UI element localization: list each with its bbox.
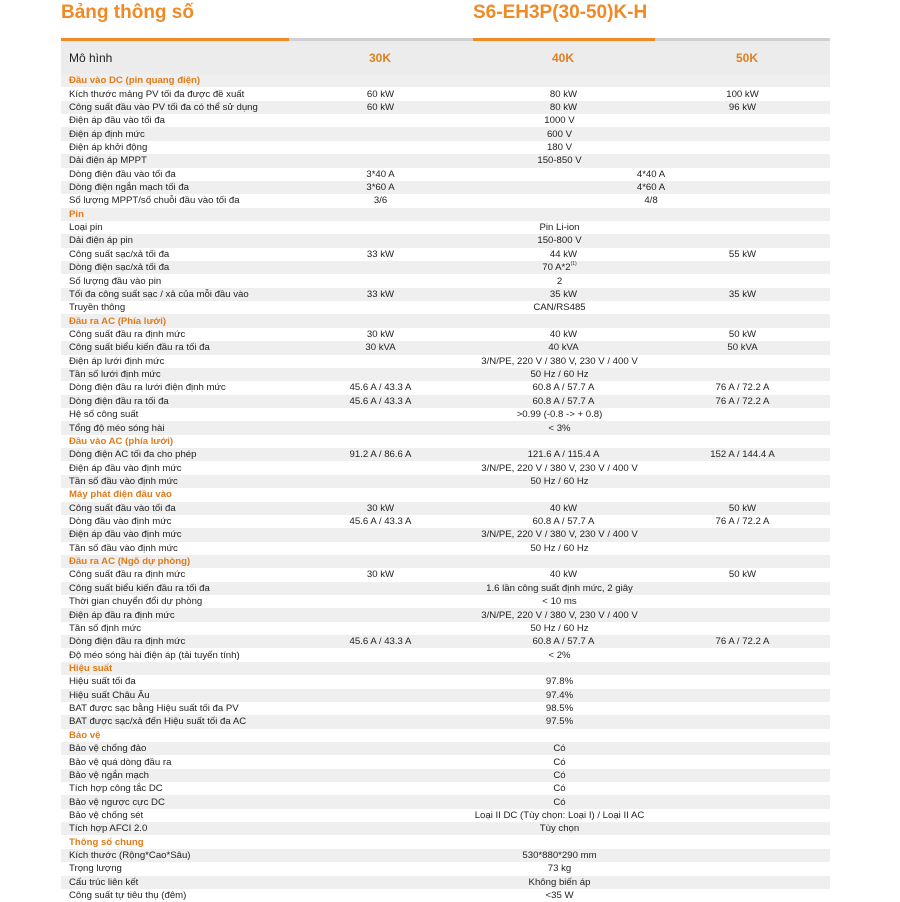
spec-label: Bảo vệ ngắn mạch xyxy=(61,769,289,782)
spec-value: 91.2 A / 86.6 A xyxy=(289,448,472,461)
spec-value-text: 50 Hz / 60 Hz xyxy=(530,475,589,487)
spec-value-text: < 3% xyxy=(548,422,571,434)
spec-value-all xyxy=(289,595,830,608)
footnote-marker: (1) xyxy=(570,261,577,268)
spec-row xyxy=(61,248,830,261)
spec-row xyxy=(61,689,830,702)
spec-value-text: Loại II DC (Tùy chọn: Loại I) / Loại II AC xyxy=(474,809,645,821)
spec-value: 40 kW xyxy=(472,502,655,515)
page-title: Bảng thông số xyxy=(61,2,194,23)
spec-label: Dòng điện đầu ra tối đa xyxy=(61,395,289,408)
spec-label: Dòng điện đầu ra định mức xyxy=(61,635,289,648)
spec-value-all xyxy=(289,421,830,434)
spec-value-text: 3/N/PE, 220 V / 380 V, 230 V / 400 V xyxy=(481,529,638,541)
spec-value-text: 180 V xyxy=(546,141,573,153)
spec-value-text: 150-850 V xyxy=(537,155,582,167)
section-header xyxy=(61,208,830,221)
spec-value-text: 97.4% xyxy=(545,689,574,701)
spec-value: 44 kW xyxy=(472,248,655,261)
spec-label: Hiệu suất Châu Âu xyxy=(61,689,289,702)
spec-value-all xyxy=(289,141,830,154)
model-50k: 50K xyxy=(735,51,759,65)
spec-value-all xyxy=(289,702,830,715)
spec-value-span: 4*40 A xyxy=(472,168,830,181)
section-title: Thông số chung xyxy=(61,835,830,848)
spec-value-text: Có xyxy=(553,756,566,768)
spec-label: Công suất sạc/xả tối đa xyxy=(61,248,289,261)
spec-value: 50 kW xyxy=(655,568,830,581)
spec-row xyxy=(61,622,830,635)
spec-value-all xyxy=(289,608,830,621)
spec-row xyxy=(61,261,830,274)
spec-value: 60.8 A / 57.7 A xyxy=(472,395,655,408)
spec-value-all xyxy=(289,154,830,167)
spec-label: Tần số lưới định mức xyxy=(61,368,289,381)
spec-row xyxy=(61,221,830,234)
spec-label: Kích thước (Rộng*Cao*Sâu) xyxy=(61,849,289,862)
spec-label: Dòng điện đầu ra lưới điện định mức xyxy=(61,381,289,394)
spec-value-text: 150-800 V xyxy=(537,235,582,247)
spec-value-all xyxy=(289,528,830,541)
spec-value: 3*60 A xyxy=(289,181,472,194)
spec-value-all xyxy=(289,221,830,234)
spec-value-all xyxy=(289,849,830,862)
spec-value-all xyxy=(289,261,830,274)
spec-label: BAT được sạc/xả đến Hiệu suất tối đa AC xyxy=(61,715,289,728)
column-header xyxy=(61,41,830,74)
spec-value: 96 kW xyxy=(655,101,830,114)
section-title: Hiệu suất xyxy=(61,662,830,675)
model-label: Mô hình xyxy=(69,51,113,65)
spec-label: Điện áp lưới định mức xyxy=(61,355,289,368)
spec-row xyxy=(61,448,830,461)
spec-label: Điện áp đầu ra định mức xyxy=(61,608,289,621)
spec-row xyxy=(61,181,830,194)
spec-value-all xyxy=(289,742,830,755)
spec-value: 121.6 A / 115.4 A xyxy=(472,448,655,461)
spec-label: Bảo vệ quá dòng đầu ra xyxy=(61,755,289,768)
spec-row xyxy=(61,114,830,127)
spec-value: 45.6 A / 43.3 A xyxy=(289,635,472,648)
section-title: Đầu ra AC (Phía lưới) xyxy=(61,314,830,327)
spec-row xyxy=(61,889,830,902)
spec-row xyxy=(61,301,830,314)
spec-row xyxy=(61,141,830,154)
spec-label: Độ méo sóng hài điện áp (tải tuyến tính) xyxy=(61,648,289,661)
spec-label: Công suất đầu vào PV tối đa có thể sử dụng xyxy=(61,101,289,114)
spec-value: 80 kW xyxy=(472,101,655,114)
spec-label: Điện áp đầu vào định mức xyxy=(61,461,289,474)
spec-row xyxy=(61,608,830,621)
spec-value-all xyxy=(289,234,830,247)
spec-row xyxy=(61,755,830,768)
spec-row xyxy=(61,648,830,661)
spec-value-all xyxy=(289,368,830,381)
spec-value-text: Có xyxy=(553,769,566,781)
spec-value-text: 3/N/PE, 220 V / 380 V, 230 V / 400 V xyxy=(481,609,638,621)
spec-value-all xyxy=(289,542,830,555)
spec-value-text: Có xyxy=(553,743,566,755)
spec-value-text: 2 xyxy=(556,275,563,287)
spec-value-all xyxy=(289,795,830,808)
spec-value: 60 kW xyxy=(289,87,472,100)
spec-value: 45.6 A / 43.3 A xyxy=(289,381,472,394)
spec-value-all xyxy=(289,715,830,728)
spec-value-all xyxy=(289,355,830,368)
spec-value-all xyxy=(289,675,830,688)
spec-row xyxy=(61,234,830,247)
spec-value: 50 kW xyxy=(655,502,830,515)
spec-value-all xyxy=(289,648,830,661)
spec-value-all xyxy=(289,127,830,140)
spec-label: Tần số đầu vào định mức xyxy=(61,475,289,488)
spec-row xyxy=(61,421,830,434)
spec-label: Hệ số công suất xyxy=(61,408,289,421)
spec-row xyxy=(61,542,830,555)
section-header xyxy=(61,314,830,327)
spec-value: 30 kW xyxy=(289,502,472,515)
spec-label: Kích thước mảng PV tối đa được đề xuất xyxy=(61,87,289,100)
spec-row xyxy=(61,769,830,782)
product-model-title: S6-EH3P(30-50)K-H xyxy=(473,2,648,23)
section-title: Đầu vào DC (pin quang điện) xyxy=(61,74,830,87)
spec-value: 152 A / 144.4 A xyxy=(655,448,830,461)
spec-value: 60 kW xyxy=(289,101,472,114)
spec-value-text: Có xyxy=(553,796,566,808)
spec-label: Công suất tự tiêu thụ (đêm) xyxy=(61,889,289,902)
spec-label: Tần số định mức xyxy=(61,622,289,635)
spec-value-all xyxy=(289,689,830,702)
spec-label: Tối đa công suất sạc / xả của mỗi đầu vào xyxy=(61,288,289,301)
spec-value: 30 kW xyxy=(289,568,472,581)
spec-value: 40 kW xyxy=(472,568,655,581)
spec-value: 3/6 xyxy=(289,194,472,207)
spec-label: Điện áp định mức xyxy=(61,127,289,140)
spec-row xyxy=(61,715,830,728)
section-title: Máy phát điện đầu vào xyxy=(61,488,830,501)
spec-value-text: 1.6 lần công suất định mức, 2 giây xyxy=(486,582,633,594)
spec-label: Điện áp khởi động xyxy=(61,141,289,154)
model-30k: 30K xyxy=(368,51,392,65)
spec-label: Dòng điện đầu vào tối đa xyxy=(61,168,289,181)
spec-value: 30 kW xyxy=(289,328,472,341)
spec-value: 50 kVA xyxy=(655,341,830,354)
section-title: Đầu vào AC (phía lưới) xyxy=(61,435,830,448)
spec-label: Công suất biểu kiến đầu ra tối đa xyxy=(61,582,289,595)
spec-row xyxy=(61,461,830,474)
spec-value-text: < 10 ms xyxy=(542,596,577,608)
spec-value-text: 3/N/PE, 220 V / 380 V, 230 V / 400 V xyxy=(481,355,638,367)
spec-table xyxy=(61,74,830,902)
spec-value-all xyxy=(289,475,830,488)
spec-value-text: 600 V xyxy=(546,128,573,140)
spec-row xyxy=(61,168,830,181)
spec-label: Tích hợp công tắc DC xyxy=(61,782,289,795)
spec-row xyxy=(61,849,830,862)
spec-row xyxy=(61,194,830,207)
spec-value-all xyxy=(289,782,830,795)
spec-label: Thời gian chuyển đổi dự phòng xyxy=(61,595,289,608)
spec-row xyxy=(61,395,830,408)
spec-row xyxy=(61,515,830,528)
spec-value-text: Không biến áp xyxy=(528,876,591,888)
spec-value-all xyxy=(289,769,830,782)
spec-value-text: 1000 V xyxy=(544,115,575,127)
spec-value-text: >0.99 (-0.8 -> + 0.8) xyxy=(516,409,603,421)
spec-row xyxy=(61,635,830,648)
spec-value-all xyxy=(289,582,830,595)
spec-row xyxy=(61,568,830,581)
spec-value-text: 98.5% xyxy=(545,703,574,715)
spec-value-all xyxy=(289,822,830,835)
spec-value: 76 A / 72.2 A xyxy=(655,635,830,648)
spec-label: BAT được sạc bằng Hiệu suất tối đa PV xyxy=(61,702,289,715)
spec-row xyxy=(61,702,830,715)
spec-label: Truyền thông xyxy=(61,301,289,314)
spec-label: Công suất đầu ra định mức xyxy=(61,568,289,581)
spec-row xyxy=(61,127,830,140)
spec-value-span: 4/8 xyxy=(472,194,830,207)
spec-value-span: 4*60 A xyxy=(472,181,830,194)
spec-value: 40 kVA xyxy=(472,341,655,354)
spec-value-text: Có xyxy=(553,783,566,795)
spec-label: Hiệu suất tối đa xyxy=(61,675,289,688)
spec-row xyxy=(61,675,830,688)
spec-label: Bảo vệ chống đảo xyxy=(61,742,289,755)
spec-label: Cấu trúc liên kết xyxy=(61,876,289,889)
spec-label: Dải điện áp pin xyxy=(61,234,289,247)
spec-label: Dòng đầu vào định mức xyxy=(61,515,289,528)
spec-label: Tích hợp AFCI 2.0 xyxy=(61,822,289,835)
spec-row xyxy=(61,87,830,100)
spec-label: Trọng lượng xyxy=(61,862,289,875)
spec-row xyxy=(61,381,830,394)
section-header xyxy=(61,729,830,742)
spec-label: Điện áp đầu vào tối đa xyxy=(61,114,289,127)
spec-value: 35 kW xyxy=(472,288,655,301)
spec-value: 3*40 A xyxy=(289,168,472,181)
spec-label: Tổng độ méo sóng hài xyxy=(61,421,289,434)
spec-value: 33 kW xyxy=(289,248,472,261)
spec-label: Bảo vệ ngược cực DC xyxy=(61,795,289,808)
spec-value: 35 kW xyxy=(655,288,830,301)
spec-value-text: <35 W xyxy=(545,890,574,902)
spec-label: Tần số đầu vào định mức xyxy=(61,542,289,555)
spec-row xyxy=(61,782,830,795)
spec-value: 50 kW xyxy=(655,328,830,341)
spec-value: 33 kW xyxy=(289,288,472,301)
spec-value-all xyxy=(289,114,830,127)
spec-value-text: Pin Li-ion xyxy=(539,222,580,234)
spec-label: Loại pin xyxy=(61,221,289,234)
section-header xyxy=(61,662,830,675)
spec-value-text: CAN/RS485 xyxy=(533,302,586,314)
spec-value-text: 97.5% xyxy=(545,716,574,728)
spec-row xyxy=(61,368,830,381)
spec-row xyxy=(61,502,830,515)
spec-row xyxy=(61,809,830,822)
spec-row xyxy=(61,862,830,875)
spec-value-all xyxy=(289,622,830,635)
section-header xyxy=(61,435,830,448)
spec-value-all xyxy=(289,274,830,287)
spec-row xyxy=(61,274,830,287)
spec-label: Dải điện áp MPPT xyxy=(61,154,289,167)
spec-value: 30 kVA xyxy=(289,341,472,354)
section-title: Pin xyxy=(61,208,830,221)
spec-value-text: 73 kg xyxy=(547,863,572,875)
spec-value-all xyxy=(289,876,830,889)
spec-label: Dòng điện AC tối đa cho phép xyxy=(61,448,289,461)
spec-value-all xyxy=(289,809,830,822)
spec-value: 45.6 A / 43.3 A xyxy=(289,515,472,528)
spec-label: Số lượng đầu vào pin xyxy=(61,274,289,287)
spec-row xyxy=(61,408,830,421)
spec-label: Điện áp đầu vào định mức xyxy=(61,528,289,541)
spec-table-body xyxy=(61,74,830,902)
spec-row xyxy=(61,101,830,114)
spec-label: Dòng điện sạc/xả tối đa xyxy=(61,261,289,274)
spec-value: 60.8 A / 57.7 A xyxy=(472,635,655,648)
spec-value: 60.8 A / 57.7 A xyxy=(472,381,655,394)
model-40k: 40K xyxy=(551,51,575,65)
spec-value-text: 97.8% xyxy=(545,676,574,688)
spec-value-text: 50 Hz / 60 Hz xyxy=(530,622,589,634)
spec-value-all xyxy=(289,408,830,421)
spec-row xyxy=(61,154,830,167)
spec-row xyxy=(61,355,830,368)
spec-value-text: 50 Hz / 60 Hz xyxy=(530,369,589,381)
spec-value: 100 kW xyxy=(655,87,830,100)
spec-row xyxy=(61,822,830,835)
spec-value: 60.8 A / 57.7 A xyxy=(472,515,655,528)
spec-value: 40 kW xyxy=(472,328,655,341)
spec-value-text: Tùy chọn xyxy=(539,823,580,835)
spec-value-all xyxy=(289,301,830,314)
spec-row xyxy=(61,341,830,354)
spec-label: Công suất biểu kiến đầu ra tối đa xyxy=(61,341,289,354)
section-title: Đầu ra AC (Ngõ dự phòng) xyxy=(61,555,830,568)
spec-value-all xyxy=(289,862,830,875)
spec-label: Công suất đầu ra định mức xyxy=(61,328,289,341)
spec-value-all xyxy=(289,889,830,902)
spec-row xyxy=(61,475,830,488)
spec-row xyxy=(61,582,830,595)
spec-value: 55 kW xyxy=(655,248,830,261)
spec-row xyxy=(61,876,830,889)
spec-row xyxy=(61,742,830,755)
spec-value: 76 A / 72.2 A xyxy=(655,515,830,528)
spec-value-all xyxy=(289,461,830,474)
section-header xyxy=(61,488,830,501)
spec-value: 76 A / 72.2 A xyxy=(655,395,830,408)
spec-value-text: 3/N/PE, 220 V / 380 V, 230 V / 400 V xyxy=(481,462,638,474)
section-header xyxy=(61,74,830,87)
spec-value-all xyxy=(289,755,830,768)
spec-value-text: 70 A*2 xyxy=(542,262,571,274)
spec-row xyxy=(61,288,830,301)
spec-value-text: < 2% xyxy=(548,649,571,661)
section-title: Bảo vệ xyxy=(61,729,830,742)
spec-row xyxy=(61,595,830,608)
spec-label: Bảo vệ chống sét xyxy=(61,809,289,822)
spec-label: Công suất đầu vào tối đa xyxy=(61,502,289,515)
section-header xyxy=(61,835,830,848)
spec-label: Dòng điện ngắn mạch tối đa xyxy=(61,181,289,194)
spec-value: 45.6 A / 43.3 A xyxy=(289,395,472,408)
section-header xyxy=(61,555,830,568)
spec-row xyxy=(61,795,830,808)
spec-value: 80 kW xyxy=(472,87,655,100)
spec-value-text: 530*880*290 mm xyxy=(522,850,597,862)
spec-row xyxy=(61,528,830,541)
spec-value-text: 50 Hz / 60 Hz xyxy=(530,542,589,554)
spec-label: Số lượng MPPT/số chuỗi đầu vào tối đa xyxy=(61,194,289,207)
spec-value: 76 A / 72.2 A xyxy=(655,381,830,394)
spec-row xyxy=(61,328,830,341)
